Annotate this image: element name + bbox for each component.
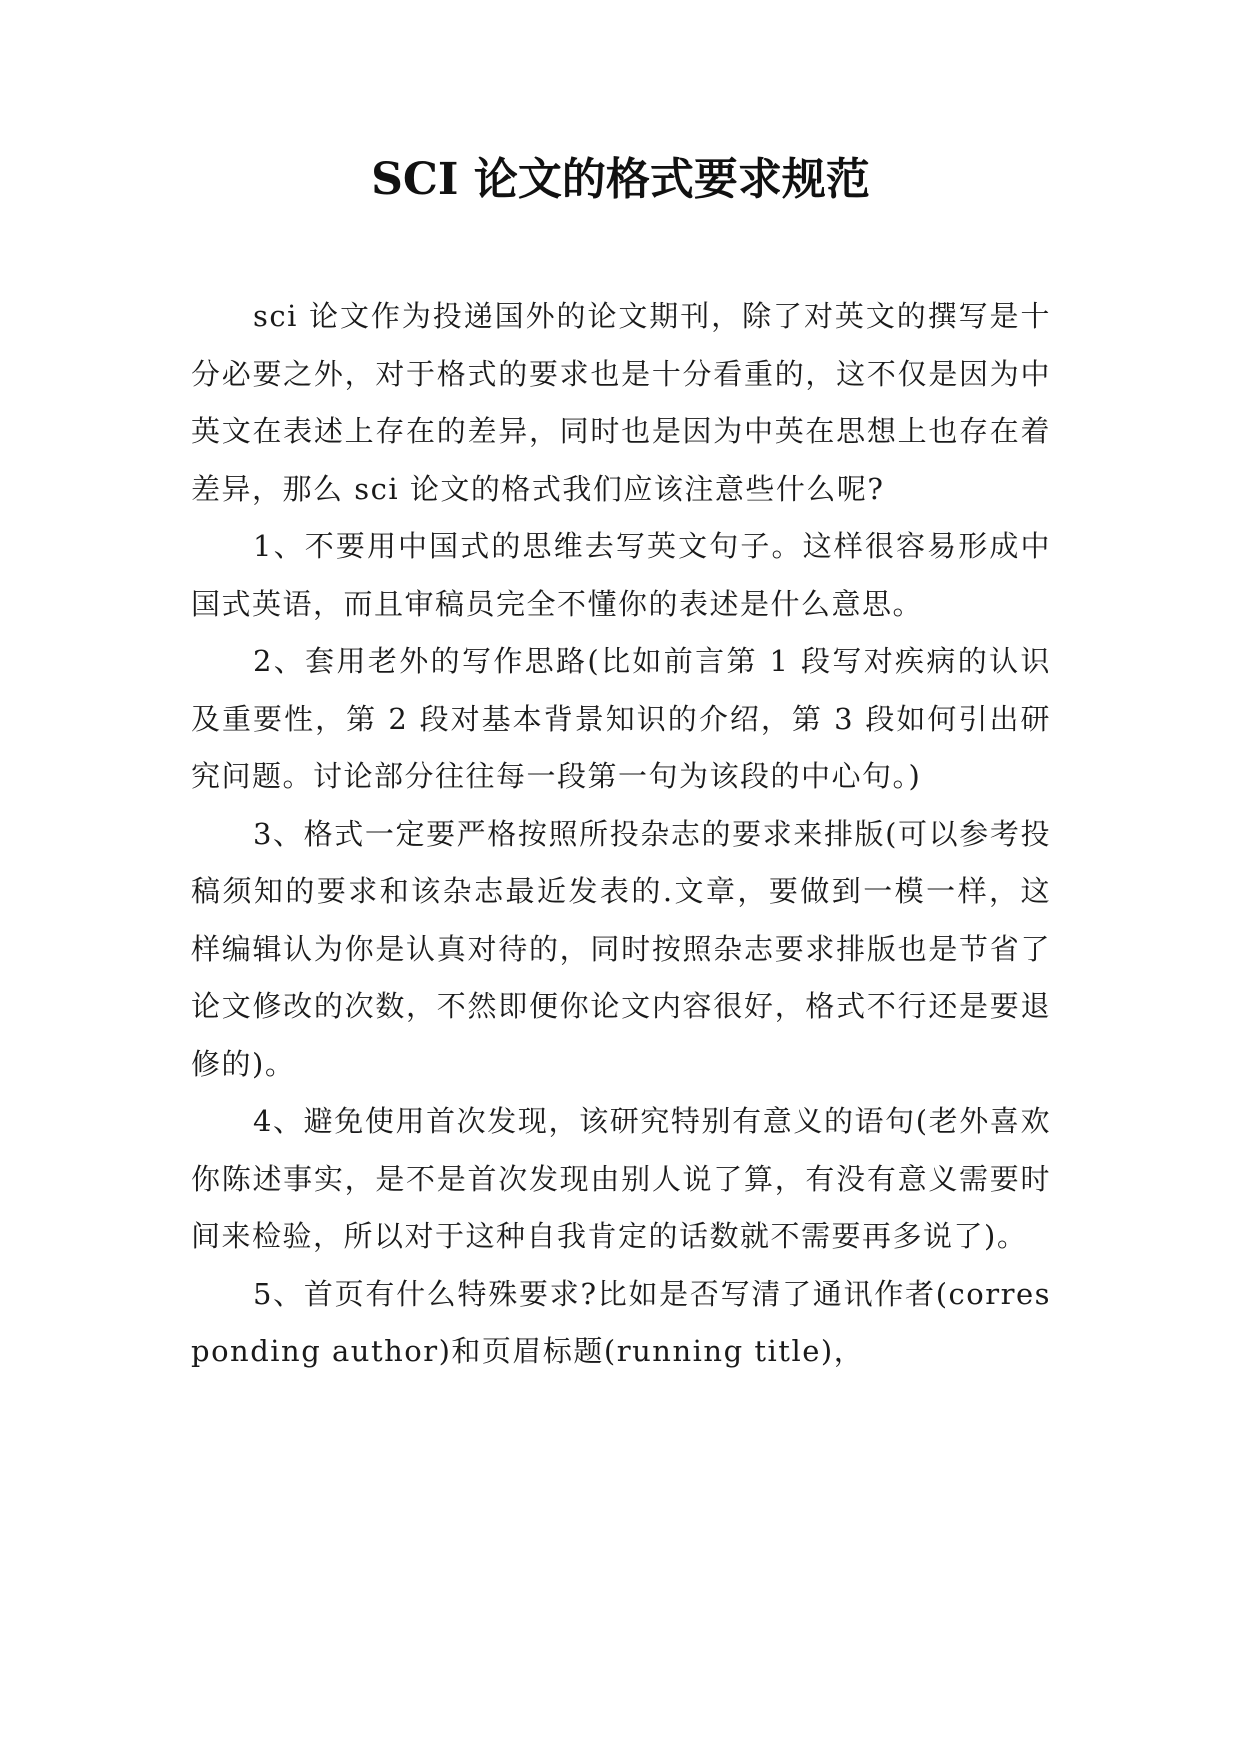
intro-paragraph: sci 论文作为投递国外的论文期刊，除了对英文的撰写是十分必要之外，对于格式的要求也是十分看重的，这不仅是因为中英文在表述上存在的差异，同时也是因为中英在思想上也存在着差异，那么 sci 论文的格式我们应该注意些什么呢? [191, 299, 1051, 506]
paragraph-item-3: 3、格式一定要严格按照所投杂志的要求来排版(可以参考投稿须知的要求和该杂志最近发表的.文章，要做到一模一样，这样编辑认为你是认真对待的，同时按照杂志要求排版也是节省了论文修改的次数，不然即便你论文内容很好，格式不行还是要退修的)。 [191, 816, 1051, 1081]
paragraph-item-5: 5、首页有什么特殊要求?比如是否写清了通讯作者(corresponding author)和页眉标题(running title)， [191, 1276, 1051, 1368]
paragraph-item-1: 1、不要用中国式的思维去写英文句子。这样很容易形成中国式英语，而且审稿员完全不懂你的表述是什么意思。 [191, 529, 1051, 621]
paragraph-item-2: 2、套用老外的写作思路(比如前言第 1 段写对疾病的认识及重要性，第 2 段对基本背景知识的介绍，第 3 段如何引出研究问题。讨论部分往往每一段第一句为该段的中心句。) [191, 644, 1051, 793]
document-title: SCI 论文的格式要求规范 [371, 154, 870, 205]
document-body [191, 288, 1051, 1381]
paragraph-item-4: 4、避免使用首次发现，该研究特别有意义的语句(老外喜欢你陈述事实，是不是首次发现由别人说了算，有没有意义需要时间来检验，所以对于这种自我肯定的话数就不需要再多说了)。 [191, 1104, 1051, 1253]
